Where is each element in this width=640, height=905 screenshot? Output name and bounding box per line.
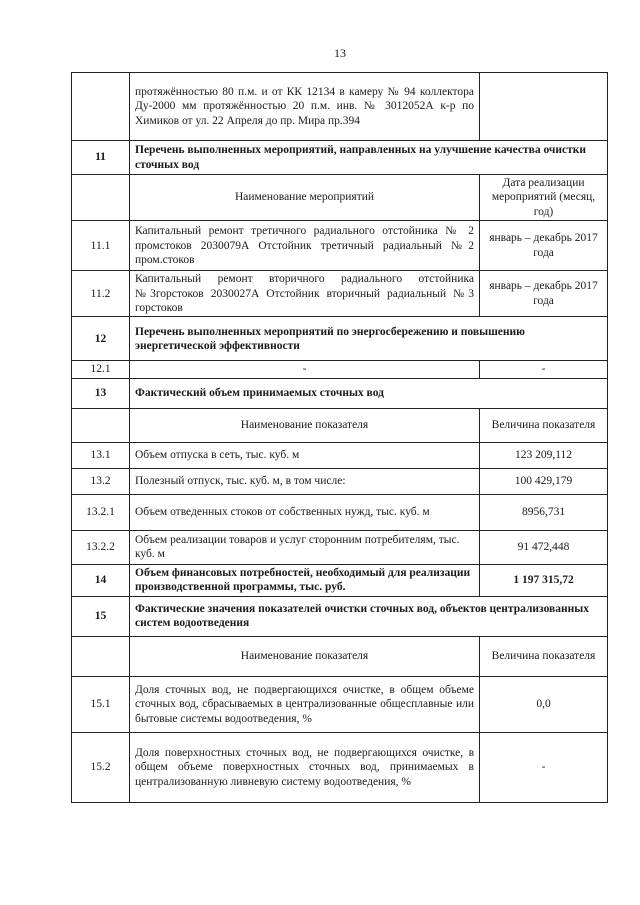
row-text: - xyxy=(130,361,480,378)
column-header-name: Наименование мероприятий xyxy=(130,175,480,221)
column-header-value: Величина показателя xyxy=(480,636,608,676)
row-number: 13.2.1 xyxy=(72,494,130,530)
row-value: 123 209,112 xyxy=(480,442,608,468)
section-row-12 xyxy=(72,317,608,361)
section-row-13 xyxy=(72,378,608,408)
table-row-14 xyxy=(72,564,608,596)
table-row xyxy=(72,73,608,141)
column-header-row xyxy=(72,408,608,442)
row-text: Объем отпуска в сеть, тыс. куб. м xyxy=(130,442,480,468)
row-value: 1 197 315,72 xyxy=(480,564,608,596)
row-text: Объем отведенных стоков от собственных нужд, тыс. куб. м xyxy=(130,494,480,530)
row-number: 13.1 xyxy=(72,442,130,468)
row-number: 13.2 xyxy=(72,468,130,494)
table-row xyxy=(72,221,608,271)
row-text-cell: протяжённостью 80 п.м. и от КК 12134 в камеру № 94 коллектора Ду-2000 мм протяжённостью 20 п.м. инв. № 3012052А к-р по Химиков от ул. 22 Апреля до пр. Мира пр.394 xyxy=(130,73,480,141)
row-text: Капитальный ремонт вторичного радиального отстойника №3горстоков 2030027А Отстойник вторичный радиальный №3 горстоков xyxy=(130,271,480,317)
indicators-table xyxy=(71,72,608,803)
row-number: 11.2 xyxy=(72,271,130,317)
row-value: 0,0 xyxy=(480,676,608,732)
row-number-cell xyxy=(72,73,130,141)
column-header-value: Величина показателя xyxy=(480,408,608,442)
table-row xyxy=(72,468,608,494)
section-number: 12 xyxy=(72,317,130,361)
row-number-cell xyxy=(72,636,130,676)
row-number-cell xyxy=(72,175,130,221)
section-row-11 xyxy=(72,141,608,175)
row-text: Доля поверхностных сточных вод, не подвергающихся очистке, в общем объеме поверхностных сточных вод, принимаемых в централизованную ливневую систему водоотведения, % xyxy=(130,732,480,802)
row-value: 91 472,448 xyxy=(480,530,608,564)
row-number: 12.1 xyxy=(72,361,130,378)
row-text: Полезный отпуск, тыс. куб. м, в том числе: xyxy=(130,468,480,494)
table-row xyxy=(72,442,608,468)
row-text: Объем финансовых потребностей, необходимый для реализации производственной программы, тыс. руб. xyxy=(130,564,480,596)
row-number-cell xyxy=(72,408,130,442)
table-row xyxy=(72,271,608,317)
column-header-date: Дата реализации мероприятий (месяц, год) xyxy=(480,175,608,221)
section-row-15 xyxy=(72,596,608,636)
section-title: Фактические значения показателей очистки сточных вод, объектов централизованных систем водоотведения xyxy=(130,596,608,636)
table-row xyxy=(72,530,608,564)
section-title: Перечень выполненных мероприятий по энергосбережению и повышению энергетической эффективности xyxy=(130,317,608,361)
page-number: 13 xyxy=(334,46,346,60)
row-value-cell xyxy=(480,73,608,141)
row-text: Доля сточных вод, не подвергающихся очистке, в общем объеме сточных вод, сбрасываемых в централизованные общесплавные или бытовые системы водоотведения, % xyxy=(130,676,480,732)
row-value: - xyxy=(480,732,608,802)
column-header-row xyxy=(72,175,608,221)
section-number: 13 xyxy=(72,378,130,408)
section-title: Перечень выполненных мероприятий, направленных на улучшение качества очистки сточных вод xyxy=(130,141,608,175)
row-text: Капитальный ремонт третичного радиального отстойника № 2 промстоков 2030079А Отстойник третичный радиальный №2 пром.стоков xyxy=(130,221,480,271)
row-value: 100 429,179 xyxy=(480,468,608,494)
row-number: 13.2.2 xyxy=(72,530,130,564)
column-header-name: Наименование показателя xyxy=(130,636,480,676)
section-number: 15 xyxy=(72,596,130,636)
row-value: - xyxy=(480,361,608,378)
section-title: Фактический объем принимаемых сточных вод xyxy=(130,378,608,408)
table-row xyxy=(72,732,608,802)
column-header-name: Наименование показателя xyxy=(130,408,480,442)
row-date: январь – декабрь 2017 года xyxy=(480,271,608,317)
row-number: 15.2 xyxy=(72,732,130,802)
table-row xyxy=(72,494,608,530)
row-text: Объем реализации товаров и услуг сторонним потребителям, тыс. куб. м xyxy=(130,530,480,564)
section-number: 11 xyxy=(72,141,130,175)
row-number: 14 xyxy=(72,564,130,596)
row-number: 15.1 xyxy=(72,676,130,732)
row-date: январь – декабрь 2017 года xyxy=(480,221,608,271)
row-value: 8956,731 xyxy=(480,494,608,530)
table-row xyxy=(72,361,608,378)
table-row xyxy=(72,676,608,732)
column-header-row xyxy=(72,636,608,676)
row-number: 11.1 xyxy=(72,221,130,271)
